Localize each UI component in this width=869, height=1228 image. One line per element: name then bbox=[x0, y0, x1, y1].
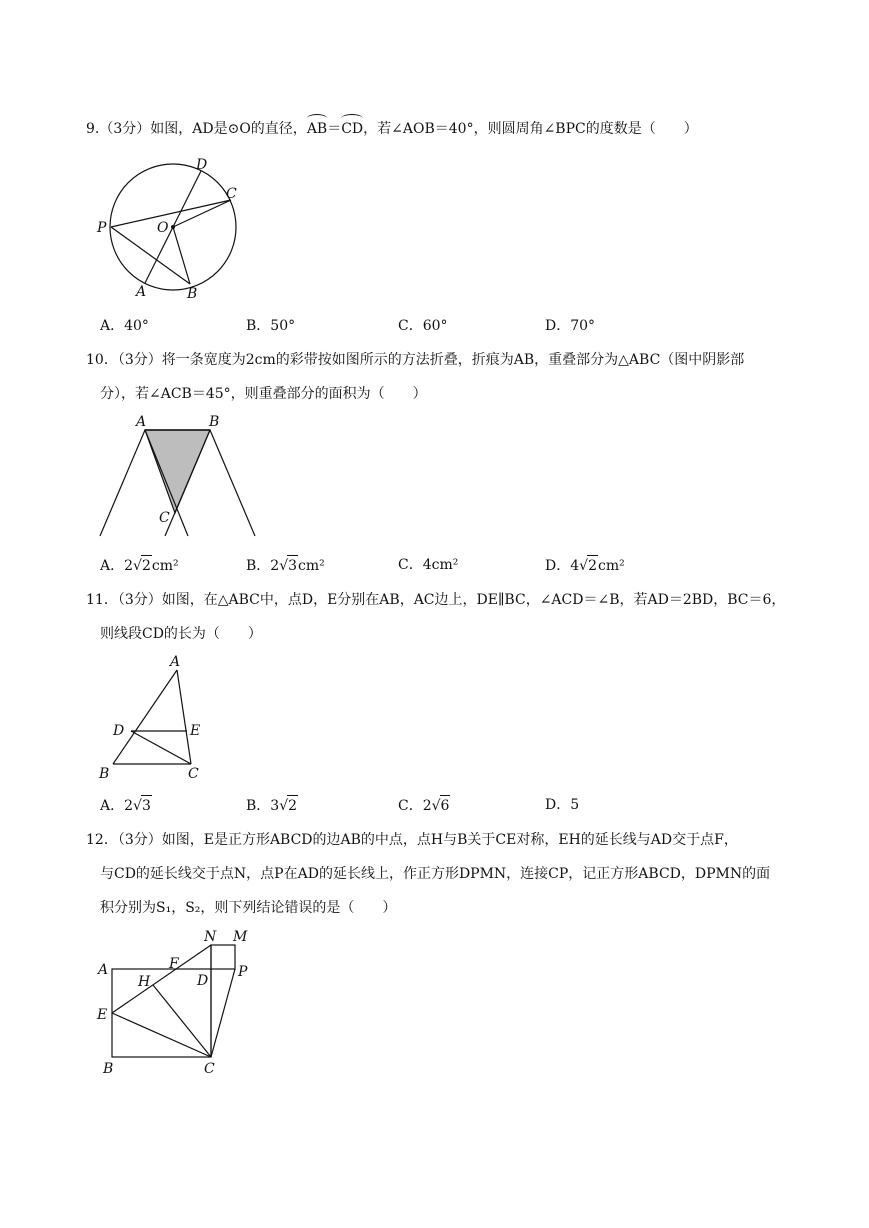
q11-label-b: B bbox=[99, 766, 110, 782]
q9-option-a: A．40° bbox=[100, 318, 149, 334]
q11-label-d: D bbox=[113, 723, 125, 739]
q12-label-h: H bbox=[138, 974, 151, 990]
q12-line-hc bbox=[153, 985, 211, 1057]
q12-label-d: D bbox=[197, 973, 209, 989]
q12-square-dpmn bbox=[211, 945, 235, 969]
q9-label-d: D bbox=[196, 157, 208, 173]
q10-label-b: B bbox=[209, 414, 220, 430]
q12-label-m: M bbox=[233, 929, 248, 945]
q10-label-c: C bbox=[159, 510, 170, 526]
q9-eq: ＝ bbox=[327, 121, 342, 137]
q10-line1: 10．（3分）将一条宽度为2cm的彩带按如图所示的方法折叠，折痕为AB，重叠部分为△ABC（图中阴影部 bbox=[86, 352, 745, 368]
q11-option-b: B．3√2 bbox=[246, 795, 298, 816]
q11-option-c: C．2√6 bbox=[398, 795, 450, 816]
q11-label-e: E bbox=[190, 723, 201, 739]
q9-option-d: D．70° bbox=[545, 318, 596, 334]
q9-option-c: C．60° bbox=[398, 318, 448, 334]
q9-option-b: B．50° bbox=[246, 318, 296, 334]
q9-label-b: B bbox=[187, 286, 198, 302]
q11-label-c: C bbox=[188, 766, 199, 782]
q11-line1: 11．（3分）如图，在△ABC中，点D，E分别在AB，AC边上，DE∥BC，∠ACD＝∠B，若AD＝2BD，BC＝6， bbox=[86, 592, 786, 608]
q9-label-c: C bbox=[226, 186, 237, 202]
q12-label-a: A bbox=[98, 962, 109, 978]
q12-label-b: B bbox=[103, 1061, 114, 1077]
q10-line2: 分），若∠ACB＝45°，则重叠部分的面积为（ ） bbox=[100, 386, 427, 402]
q9-stem-a: 9.（3分）如图，AD是⊙O的直径， bbox=[86, 121, 307, 137]
q11-label-a: A bbox=[170, 654, 181, 670]
q9-arc-cd: CD bbox=[341, 121, 364, 137]
q11-option-d: D．5 bbox=[545, 797, 580, 813]
q9-label-a: A bbox=[136, 284, 147, 300]
q12-label-n: N bbox=[204, 929, 217, 945]
q12-line-pc bbox=[211, 969, 235, 1057]
q9-arc-ab: AB bbox=[306, 121, 328, 137]
q12-line3: 积分别为S₁，S₂，则下列结论错误的是（ ） bbox=[100, 900, 397, 916]
q12-line2: 与CD的延长线交于点N，点P在AD的延长线上，作正方形DPMN，连接CP，记正方形ABCD，DPMN的面 bbox=[100, 866, 771, 882]
q12-line1: 12．（3分）如图，E是正方形ABCD的边AB的中点，点H与B关于CE对称，EH的延长线与AD交于点F， bbox=[86, 832, 738, 848]
q9-label-p: P bbox=[97, 220, 107, 236]
q10-option-d: D．4√2cm² bbox=[545, 555, 625, 576]
q9-stem-b: ，若∠AOB＝40°，则圆周角∠BPC的度数是（ ） bbox=[363, 121, 698, 137]
q11-line2: 则线段CD的长为（ ） bbox=[100, 626, 262, 642]
q12-label-e: E bbox=[97, 1007, 108, 1023]
q10-option-b: B．2√3cm² bbox=[246, 555, 325, 576]
q12-label-p: P bbox=[238, 964, 248, 980]
q9-label-o: O bbox=[157, 220, 169, 236]
q12-label-f: F bbox=[169, 956, 179, 972]
q12-label-c: C bbox=[204, 1061, 215, 1077]
q10-label-a: A bbox=[136, 414, 147, 430]
q11-option-a: A．2√3 bbox=[100, 795, 152, 816]
q10-option-c: C．4cm² bbox=[398, 557, 459, 573]
q10-option-a: A．2√2cm² bbox=[100, 555, 179, 576]
q12-line-ec bbox=[112, 1013, 211, 1057]
